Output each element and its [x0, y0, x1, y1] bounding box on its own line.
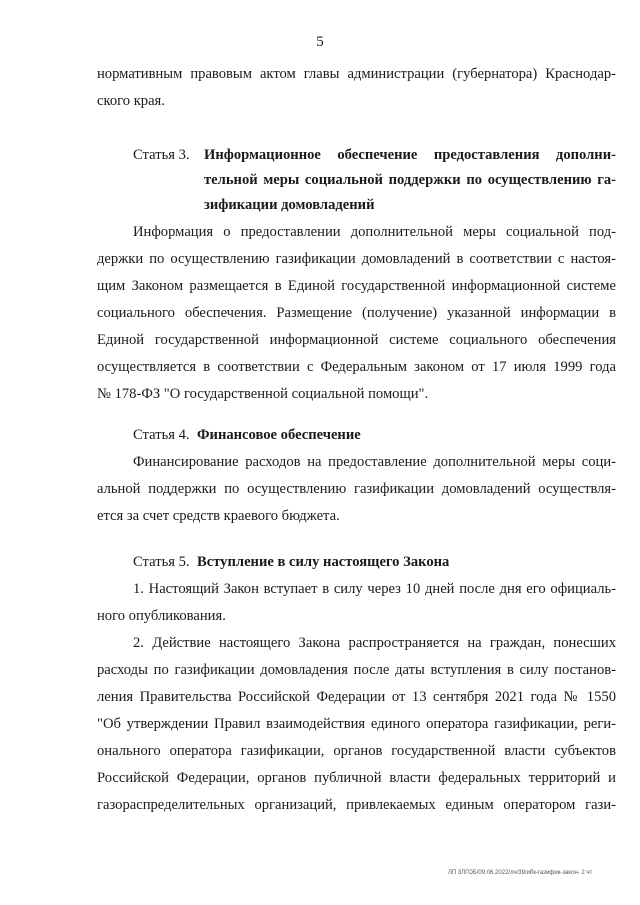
article3-label: Статья 3.: [133, 147, 190, 163]
article4-body-line-3: ется за счет средств краевого бюджета.: [97, 508, 340, 524]
article5-p2-line-5: онального оператора газификации, органов государственной власти субъектов: [97, 743, 616, 759]
article5-title: Вступление в силу настоящего Закона: [197, 554, 450, 570]
article3-body-line-7: № 178-ФЗ "О государственной социальной помощи".: [97, 386, 429, 402]
article3-body-line-1: Информация о предоставлении дополнительной меры социальной под-: [133, 224, 616, 240]
intro-line-1: нормативным правовым актом главы администрации (губернатора) Краснодар-: [97, 66, 616, 82]
article3-title-line-2: тельной меры социальной поддержки по осуществлению га-: [204, 172, 616, 188]
article5-p2-line-2: расходы по газификации домовладения после даты вступления в силу постанов-: [97, 662, 616, 678]
article3-title-line-1: Информационное обеспечение предоставления дополни-: [204, 147, 616, 163]
article5-p2-line-3: ления Правительства Российской Федерации от 13 сентября 2021 года № 1550: [97, 689, 616, 705]
article5-p1-line-2: ного опубликования.: [97, 608, 226, 624]
page-number: 5: [316, 34, 324, 50]
article5-p2-line-7: газораспределительных организаций, привлекаемых единым оператором гази-: [97, 797, 616, 813]
intro-line-2: ского края.: [97, 93, 165, 109]
article5-p1-line-1: 1. Настоящий Закон вступает в силу через 10 дней после дня его официаль-: [133, 581, 616, 597]
article3-body-line-4: социального обеспечения. Размещение (получение) указанной информации в: [97, 305, 616, 321]
article3-body-line-5: Единой государственной информационной системе социального обеспечения: [97, 332, 616, 348]
article3-title-line-3: зификации домовладений: [204, 197, 375, 213]
article4-label: Статья 4.: [133, 427, 190, 443]
article3-body-line-2: держки по осуществлению газификации домовладений в соответствии с настоя-: [97, 251, 616, 267]
article3-body-line-3: щим Законом размещается в Единой государственной информационной системе: [97, 278, 616, 294]
article5-p2-line-1: 2. Действие настоящего Закона распространяется на граждан, понесших: [133, 635, 616, 651]
article5-p2-line-6: Российской Федерации, органов публичной власти федеральных территорий и: [97, 770, 616, 786]
article4-title: Финансовое обеспечение: [197, 427, 361, 443]
article5-label: Статья 5.: [133, 554, 190, 570]
article3-body-line-6: осуществляется в соответствии с Федеральным законом от 17 июля 1999 года: [97, 359, 616, 375]
article4-body-line-2: альной поддержки по осуществлению газификации домовладений осуществля-: [97, 481, 616, 497]
footer-doc-code: ЛП 3ЛГОБ/09.06.2022/лч/39/ибк-газифик-закон- 2 чт: [448, 870, 593, 876]
article5-p2-line-4: "Об утверждении Правил взаимодействия единого оператора газификации, реги-: [97, 716, 616, 732]
article4-body-line-1: Финансирование расходов на предоставление дополнительной меры соци-: [133, 454, 616, 470]
